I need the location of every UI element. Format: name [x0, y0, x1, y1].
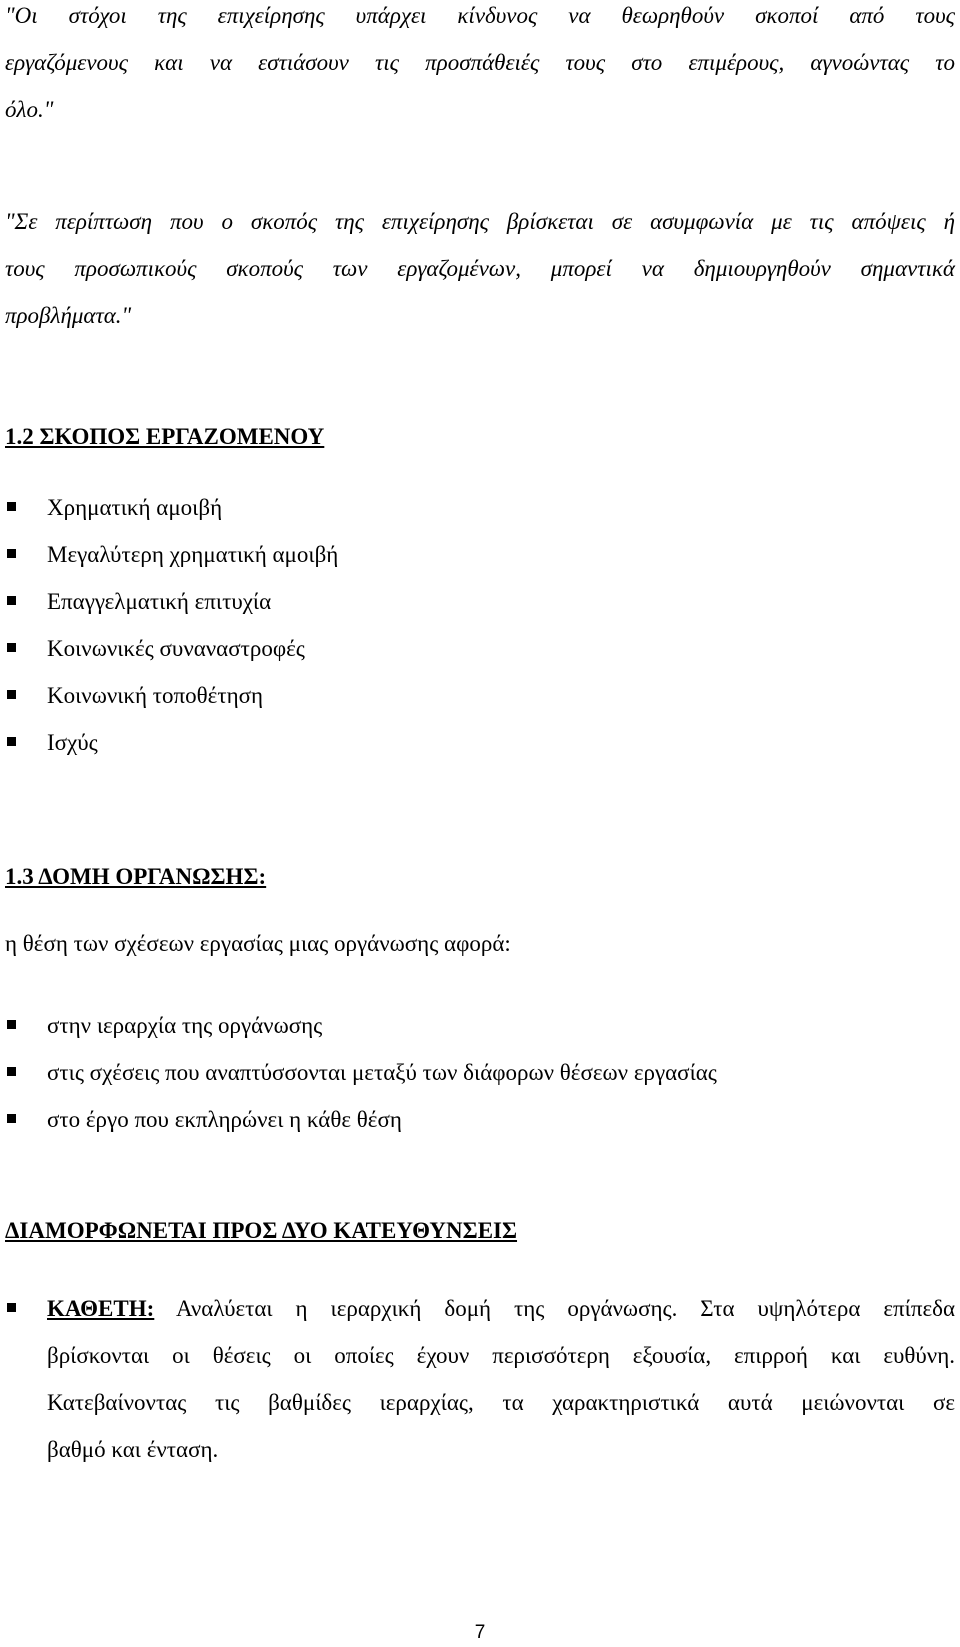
square-bullet-icon: [7, 502, 16, 511]
square-bullet-icon: [7, 1114, 16, 1123]
list-item: στην ιεραρχία της οργάνωσης: [5, 1002, 717, 1049]
quote-line: τους προσωπικούς σκοπούς των εργαζομένων, μπορεί να δημιουργηθούν σημαντικά: [5, 256, 955, 281]
page-number: 7: [474, 1622, 486, 1643]
quote-line: εργαζόμενους και να εστιάσουν τις προσπάθειές τους στο επιμέρους, αγνοώντας το: [5, 50, 955, 75]
quote-line: όλο.": [5, 97, 54, 122]
section-intro: η θέση των σχέσεων εργασίας μιας οργάνωσης αφορά:: [5, 931, 511, 956]
quote-disagreement: [5, 198, 955, 339]
list-item: ΚΑΘΕΤΗ: Αναλύεται η ιεραρχική δομή της οργάνωσης. Στα υψηλότερα επίπεδα βρίσκονται οι θέσεις οι οποίες έχουν περισσότερη εξουσία, επιρροή και ευθύνη. Κατεβαίνοντας τις βαθμίδες ιεραρχίας, τα χαρακτηριστικά αυτά μειώνονται σε βαθμό και ένταση.: [5, 1285, 955, 1473]
square-bullet-icon: [7, 549, 16, 558]
list-item: Μεγαλύτερη χρηματική αμοιβή: [5, 531, 338, 578]
quote-goals-risk: [5, 0, 955, 133]
list-item: Ισχύς: [5, 719, 338, 766]
employee-goals-list: [5, 484, 338, 766]
square-bullet-icon: [7, 737, 16, 746]
square-bullet-icon: [7, 1067, 16, 1076]
list-item: Κοινωνική τοποθέτηση: [5, 672, 338, 719]
quote-line: προβλήματα.": [5, 303, 132, 328]
section-heading-1-3: 1.3 ΔΟΜΗ ΟΡΓΑΝΩΣΗΣ:: [5, 864, 267, 889]
list-item: στις σχέσεις που αναπτύσσονται μεταξύ των διάφορων θέσεων εργασίας: [5, 1049, 717, 1096]
quote-line: "Οι στόχοι της επιχείρησης υπάρχει κίνδυνος να θεωρηθούν σκοποί από τους: [5, 3, 955, 28]
square-bullet-icon: [7, 1303, 16, 1312]
square-bullet-icon: [7, 596, 16, 605]
square-bullet-icon: [7, 643, 16, 652]
directions-list: [5, 1285, 955, 1473]
list-item: Επαγγελματική επιτυχία: [5, 578, 338, 625]
list-item: Χρηματική αμοιβή: [5, 484, 338, 531]
section-heading-1-2: 1.2 ΣΚΟΠΟΣ ΕΡΓΑΖΟΜΕΝΟΥ: [5, 424, 325, 449]
quote-line: "Σε περίπτωση που ο σκοπός της επιχείρησης βρίσκεται σε ασυμφωνία με τις απόψεις ή: [5, 209, 955, 234]
square-bullet-icon: [7, 690, 16, 699]
list-item: Κοινωνικές συναναστροφές: [5, 625, 338, 672]
list-item: στο έργο που εκπληρώνει η κάθε θέση: [5, 1096, 717, 1143]
directions-heading: ΔΙΑΜΟΡΦΩΝΕΤΑΙ ΠΡΟΣ ΔΥΟ ΚΑΤΕΥΘΥΝΣΕΙΣ: [5, 1218, 518, 1243]
organization-structure-list: [5, 1002, 717, 1143]
square-bullet-icon: [7, 1020, 16, 1029]
vertical-label: ΚΑΘΕΤΗ:: [47, 1296, 155, 1321]
